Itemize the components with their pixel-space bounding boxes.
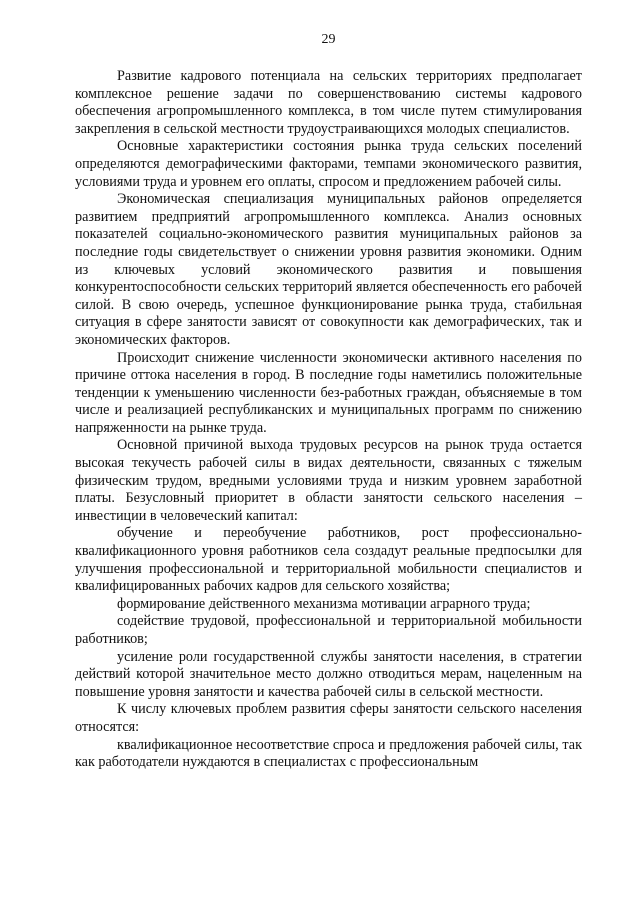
- paragraph: Основной причиной выхода трудовых ресурсов на рынок труда остается высокая текучесть рабочей силы в видах деятельности, связанных с тяжелым физическим трудом, вредными условиями труда и низким уровнем заработной платы. Безусловный приоритет в области занятости сельского населения – инвестиции в человеческий капитал:: [75, 437, 582, 524]
- paragraph: К числу ключевых проблем развития сферы занятости сельского населения относятся:: [75, 701, 582, 735]
- paragraph: Экономическая специализация муниципальных районов определяется развитием предприятий агропромышленного комплекса. Анализ основных показателей социально-экономического развития муниципальных районов за последние годы свидетельствует о снижении уровня развития экономики. Одним из ключевых условий экономического развития и повышения конкурентоспособности сельских территорий является обеспеченность его рабочей силой. В свою очередь, успешное функционирование рынка труда, стабильная ситуация в сфере занятости зависят от совокупности как демографических, так и экономических факторов.: [75, 191, 582, 348]
- paragraph: Основные характеристики состояния рынка труда сельских поселений определяются демографическими факторами, темпами экономического развития, условиями труда и уровнем его оплаты, спросом и предложением рабочей силы.: [75, 138, 582, 190]
- list-item: квалификационное несоответствие спроса и предложения рабочей силы, так как работодатели нуждаются в специалистах с профессиональным: [75, 736, 582, 771]
- list-item: обучение и переобучение работников, рост профессионально-квалификационного уровня работников села создадут реальные предпосылки для улучшения профессиональной и территориальной мобильности специалистов и квалифицированных рабочих кадров для сельского хозяйства;: [75, 525, 582, 595]
- page-number: 29: [321, 32, 336, 47]
- paragraph: Развитие кадрового потенциала на сельских территориях предполагает комплексное решение задачи по совершенствованию системы кадрового обеспечения агропромышленного комплекса, в том числе путем стимулирования закрепления в сельской местности трудоустраивающихся молодых специалистов.: [75, 68, 582, 137]
- document-page: [75, 32, 582, 772]
- list-item: содействие трудовой, профессиональной и территориальной мобильности работников;: [75, 613, 582, 647]
- list-item: формирование действенного механизма мотивации аграрного труда;: [117, 595, 531, 612]
- list-item: усиление роли государственной службы занятости населения, в стратегии действий которой значительное место должно отводиться мерам, нацеленным на повышение уровня занятости и качества рабочей силы в сельской местности.: [75, 648, 582, 700]
- paragraph: Происходит снижение численности экономически активного населения по причине оттока населения в город. В последние годы наметились положительные тенденции к уменьшению численности без-работных граждан, объясняемые в том числе и реализацией республиканских и муниципальных программ по снижению напряженности на рынке труда.: [75, 349, 582, 436]
